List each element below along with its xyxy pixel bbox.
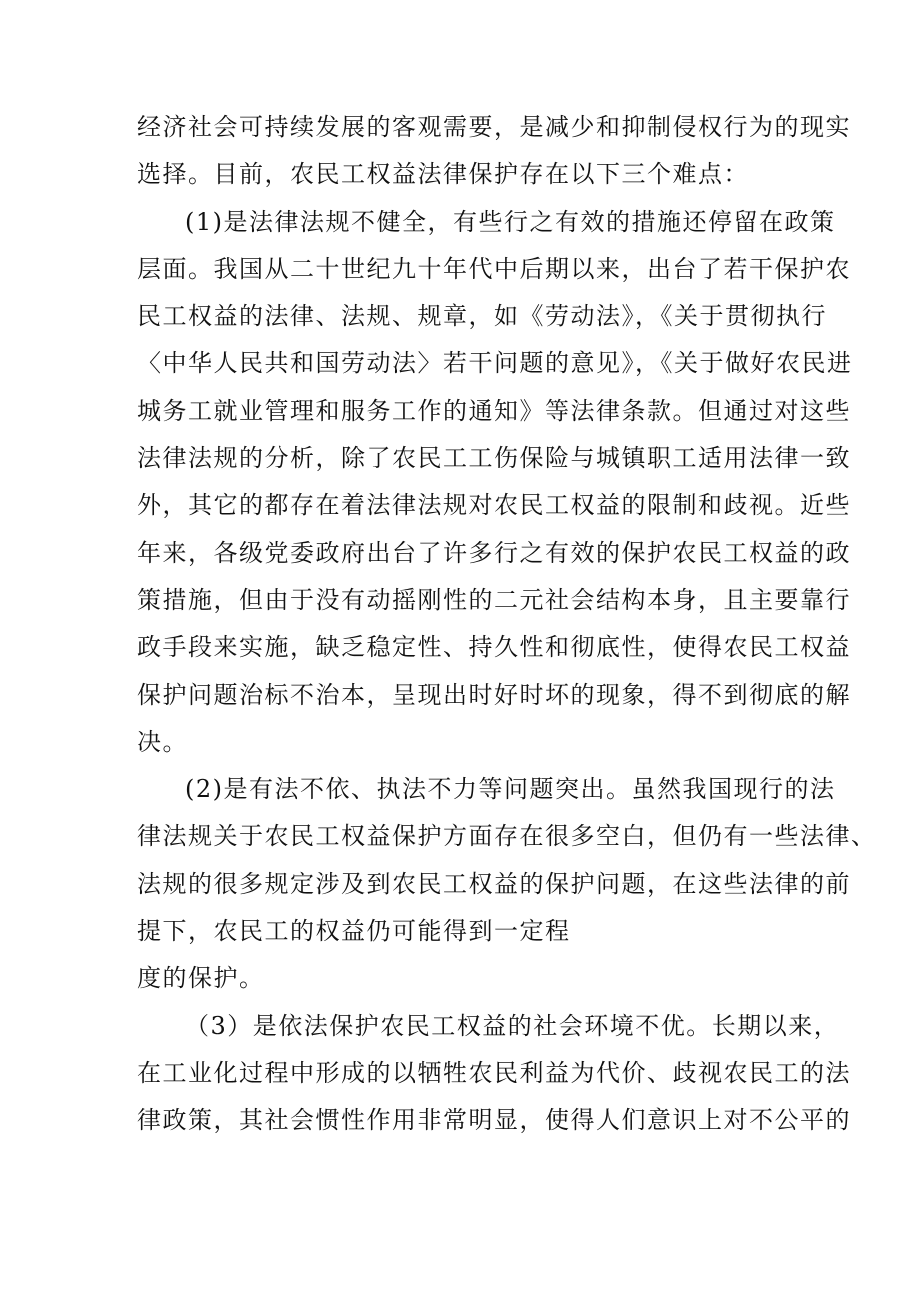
text-line-12: 政手段来实施，缺乏稳定性、持久性和彻底性，使得农民工权益 [137, 633, 851, 662]
text-line-5: 民工权益的法律、法规、规章，如《劳动法》，《关于贯彻执行 [137, 302, 827, 331]
text-line-14: 决。 [137, 727, 188, 756]
paragraph-3-start: （3）是依法保护农民工权益的社会环境不优。长期以来， [185, 1011, 840, 1040]
text-line-22: 律政策，其社会惯性作用非常明显，使得人们意识上对不公平的 [137, 1106, 851, 1135]
paragraph-1-start: (1)是法律法规不健全，有些行之有效的措施还停留在政策 [185, 207, 836, 236]
text-line-8: 法律法规的分析，除了农民工工伤保险与城镇职工适用法律一致 [137, 444, 851, 473]
text-line-7: 城务工就业管理和服务工作的通知》等法律条款。但通过对这些 [137, 396, 851, 425]
text-line-6: 〈中华人民共和国劳动法〉若干问题的意见》，《关于做好农民进 [137, 349, 853, 378]
text-line-21: 在工业化过程中形成的以牺牲农民利益为代价、歧视农民工的法 [137, 1058, 851, 1087]
text-line-17: 法规的很多规定涉及到农民工权益的保护问题，在这些法律的前 [137, 869, 851, 898]
body-text [137, 104, 877, 1145]
text-line-2: 选择。目前，农民工权益法律保护存在以下三个难点： [137, 160, 749, 189]
text-line-9: 外，其它的都存在着法律法规对农民工权益的限制和歧视。近些 [137, 491, 851, 520]
text-line-4: 层面。我国从二十世纪九十年代中后期以来，出台了若干保护农 [137, 254, 851, 283]
text-line-1: 经济社会可持续发展的客观需要，是减少和抑制侵权行为的现实 [137, 113, 851, 141]
paragraph-2-start: (2)是有法不依、执法不力等问题突出。虽然我国现行的法 [185, 775, 836, 804]
text-line-11: 策措施，但由于没有动摇刚性的二元社会结构本身，且主要靠行 [137, 585, 851, 614]
text-line-10: 年来，各级党委政府出台了许多行之有效的保护农民工权益的政 [137, 538, 851, 567]
text-line-19: 度的保护。 [137, 964, 265, 993]
text-line-16: 律法规关于农民工权益保护方面存在很多空白，但仍有一些法律、 [137, 822, 877, 851]
text-line-13: 保护问题治标不治本，呈现出时好时坏的现象，得不到彻底的解 [137, 680, 851, 709]
text-line-18: 提下，农民工的权益仍可能得到一定程 [137, 917, 571, 946]
